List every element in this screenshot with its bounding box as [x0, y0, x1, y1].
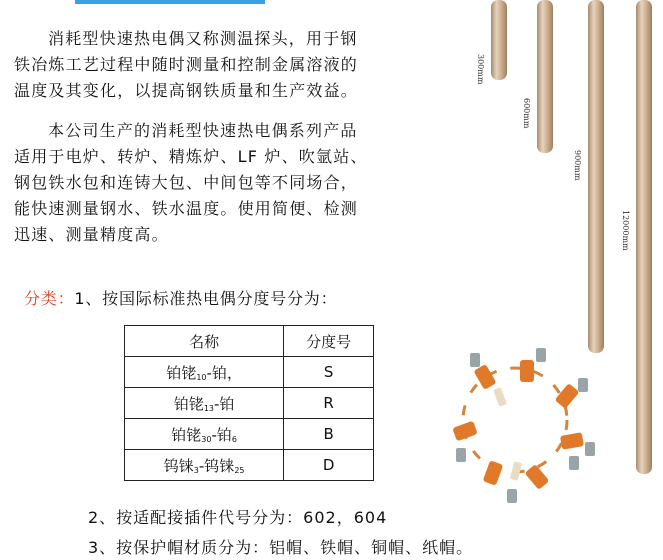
rod-label-12000: 12000mm [621, 210, 630, 251]
grade-code: R [284, 388, 374, 419]
classification-tag: 分类： [24, 289, 75, 308]
table-header-name: 名称 [125, 326, 284, 357]
grade-code: B [284, 419, 374, 450]
intro-line: 温度及其变化，以提高钢铁质量和生产效益。 [14, 81, 359, 100]
classification-item-1: 1、按国际标准热电偶分度号分为： [74, 289, 338, 308]
products-line: 钢包铁水包和连铸大包、中间包等不同场合， [14, 173, 359, 192]
products-line: 迅速、测量精度高。 [14, 225, 169, 244]
probe-rod-600 [537, 0, 553, 153]
rod-label-600: 600mm [522, 98, 531, 129]
thermocouple-name: 钨铼$_3$-钨铼$_{25}$ [125, 450, 284, 481]
thermocouple-name: 铂铑$_{10}$-铂， [125, 357, 284, 388]
intro-line: 消耗型快速热电偶又称测温探头，用于钢 [48, 29, 358, 48]
classification-item-2: 2、按适配接插件代号分为：602，604 [88, 508, 388, 527]
thermocouple-name: 铂铑$_{30}$-铂$_6$ [125, 419, 284, 450]
probe-rod-300 [491, 0, 507, 80]
products-line: 能快速测量钢水、铁水温度。使用简便、检测 [14, 199, 359, 218]
classification-item-3: 3、按保护帽材质分为：铝帽、铁帽、铜帽、纸帽。 [88, 538, 474, 557]
grade-code: S [284, 357, 374, 388]
products-line: 本公司生产的消耗型快速热电偶系列产品 [48, 121, 358, 140]
probe-rod-12000 [636, 0, 652, 474]
connector-ring [452, 348, 595, 503]
probe-rod-900 [588, 0, 604, 353]
thermocouple-name: 铂铑$_{13}$-铂 [125, 388, 284, 419]
grade-code: D [284, 450, 374, 481]
intro-line: 铁冶炼工艺过程中随时测量和控制金属溶液的 [14, 55, 359, 74]
rod-label-900: 900mm [573, 150, 582, 181]
table-header-grade: 分度号 [284, 326, 374, 357]
rod-label-300: 300mm [476, 54, 485, 85]
products-line: 适用于电炉、转炉、精炼炉、LF 炉、吹氩站、 [14, 147, 368, 166]
